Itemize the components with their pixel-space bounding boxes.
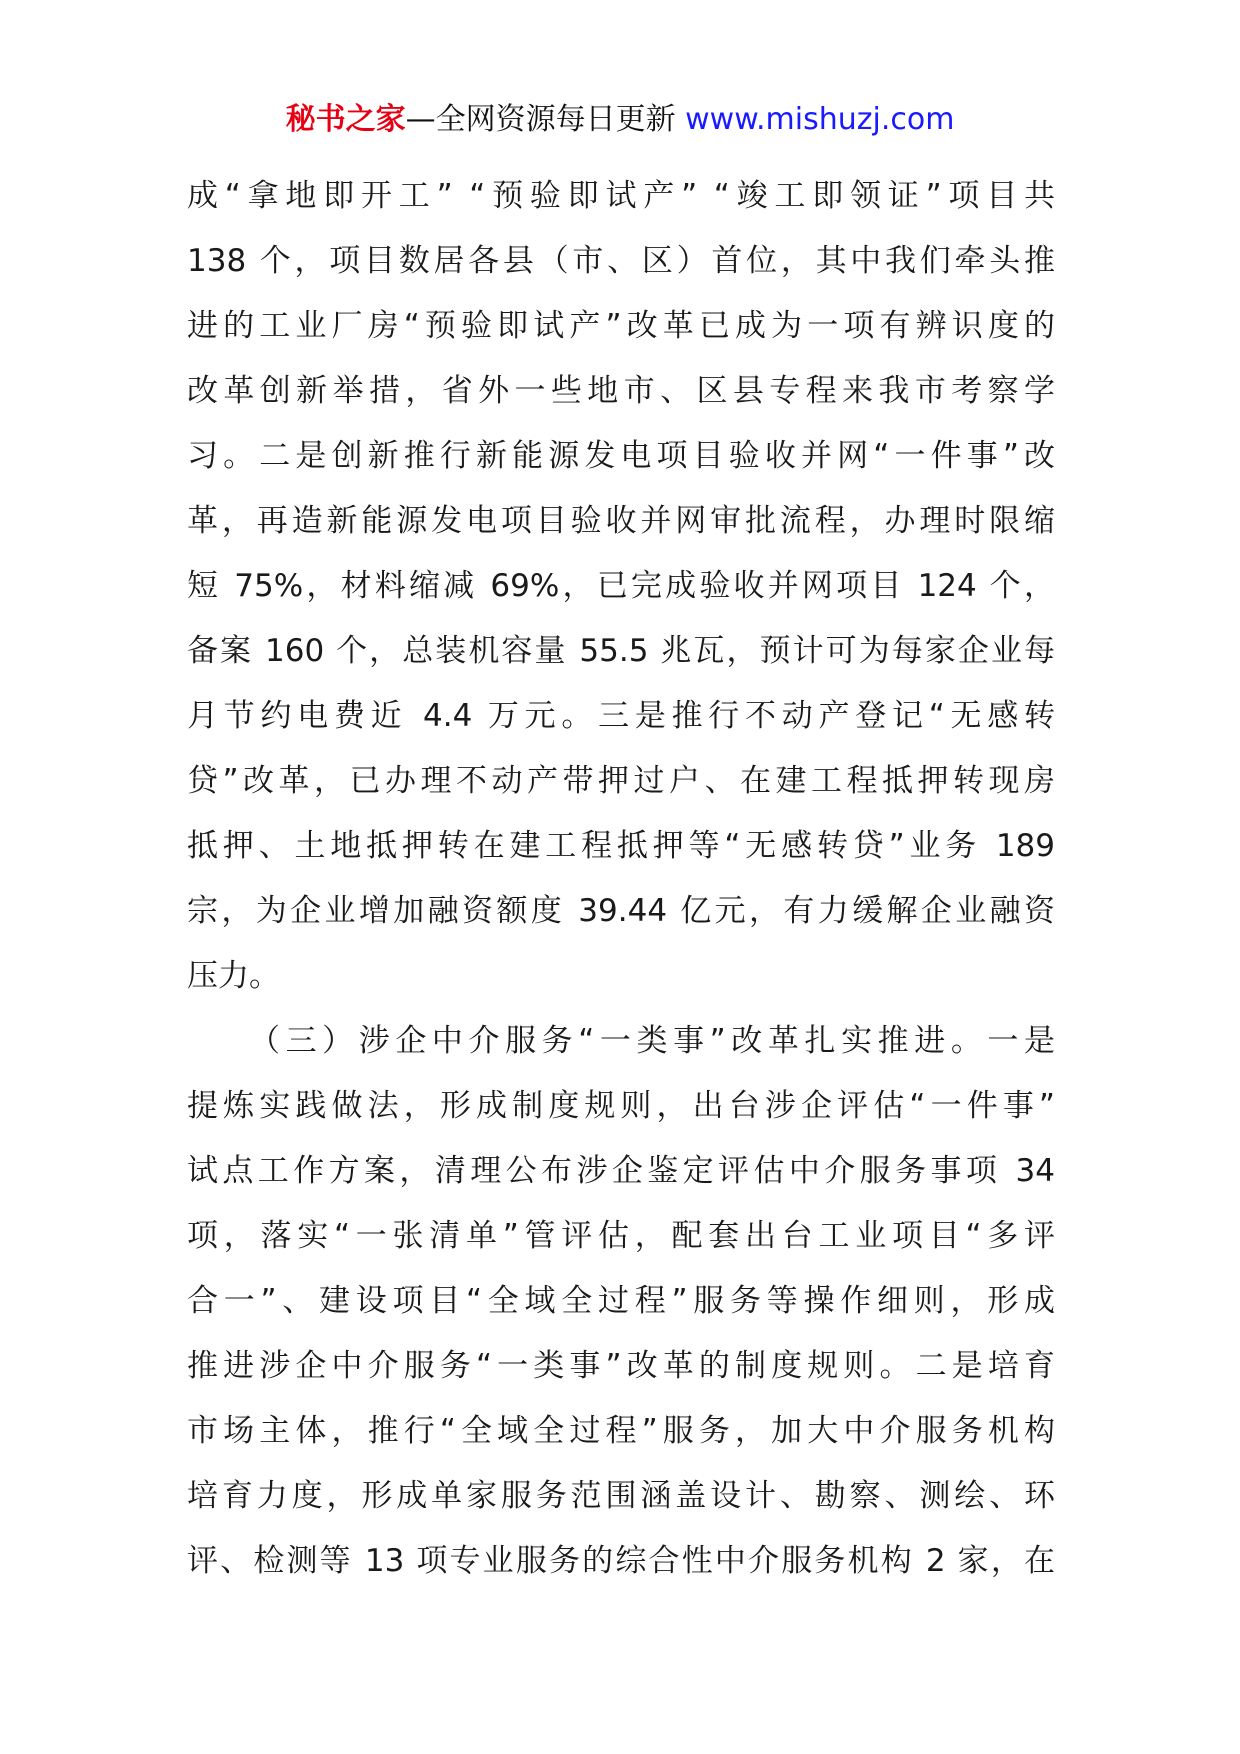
text-line: 改革创新举措，省外一些地市、区县专程来我市考察学	[187, 373, 1055, 409]
text-line: 抵押、土地抵押转在建工程抵押等“无感转贷”业务 189	[187, 828, 1055, 864]
text-line: 习。二是创新推行新能源发电项目验收并网“一件事”改	[187, 438, 1055, 474]
text-line: 成“拿地即开工” “预验即试产” “竣工即领证”项目共	[187, 178, 1055, 214]
paragraph	[187, 1009, 1055, 1594]
text-line: 培育力度，形成单家服务范围涵盖设计、勘察、测绘、环	[187, 1478, 1055, 1514]
text-line: 试点工作方案，清理公布涉企鉴定评估中介服务事项 34	[187, 1153, 1055, 1189]
text-line: 宗，为企业增加融资额度 39.44 亿元，有力缓解企业融资	[187, 893, 1055, 929]
text-line: 138 个，项目数居各县（市、区）首位，其中我们牵头推	[187, 243, 1055, 279]
text-line: 项，落实“一张清单”管评估，配套出台工业项目“多评	[187, 1218, 1055, 1254]
text-line: 压力。	[187, 958, 280, 994]
document-body	[187, 164, 1055, 1594]
paragraph	[187, 164, 1055, 1009]
text-line: 贷”改革，已办理不动产带押过户、在建工程抵押转现房	[187, 763, 1055, 799]
text-line: 短 75%，材料缩减 69%，已完成验收并网项目 124 个，	[187, 568, 1055, 604]
text-line: （三）涉企中介服务“一类事”改革扎实推进。一是	[249, 1023, 1055, 1059]
site-url-link[interactable]: www.mishuzj.com	[685, 102, 955, 137]
text-line: 评、检测等 13 项专业服务的综合性中介服务机构 2 家，在	[187, 1543, 1055, 1579]
text-line: 推进涉企中介服务“一类事”改革的制度规则。二是培育	[187, 1348, 1055, 1384]
text-line: 市场主体，推行“全域全过程”服务，加大中介服务机构	[187, 1413, 1055, 1449]
site-brand: 秘书之家	[285, 102, 406, 137]
site-tagline: —全网资源每日更新	[405, 102, 676, 137]
text-line: 合一”、建设项目“全域全过程”服务等操作细则，形成	[187, 1283, 1055, 1319]
text-line: 月节约电费近 4.4 万元。三是推行不动产登记“无感转	[187, 698, 1055, 734]
site-header	[0, 100, 1240, 140]
text-line: 革，再造新能源发电项目验收并网审批流程，办理时限缩	[187, 503, 1055, 539]
text-line: 备案 160 个，总装机容量 55.5 兆瓦，预计可为每家企业每	[187, 633, 1055, 669]
text-line: 进的工业厂房“预验即试产”改革已成为一项有辨识度的	[187, 308, 1055, 344]
text-line: 提炼实践做法，形成制度规则，出台涉企评估“一件事”	[187, 1088, 1055, 1124]
